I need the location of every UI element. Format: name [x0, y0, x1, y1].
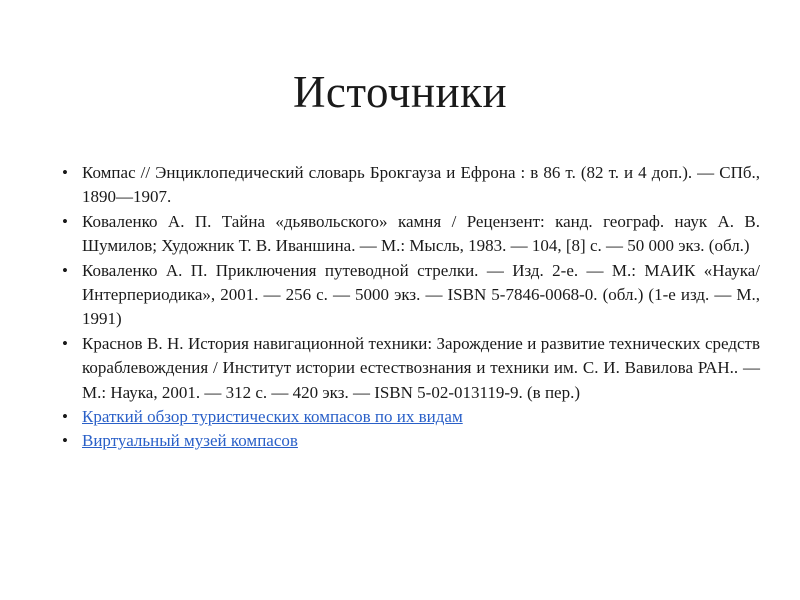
- source-text: Компас // Энциклопедический словарь Брокгауза и Ефрона : в 86 т. (82 т. и 4 доп.). — СПб., 1890—1907.: [82, 163, 760, 207]
- source-item-link-compass-review: [60, 405, 760, 429]
- sources-list: [60, 161, 760, 454]
- link-compass-review[interactable]: Краткий обзор туристических компасов по их видам: [82, 407, 463, 427]
- source-item-kovalenko-arrow: [60, 259, 760, 332]
- source-item-link-virtual-museum: [60, 429, 760, 453]
- link-virtual-museum[interactable]: Виртуальный музей компасов: [82, 431, 298, 451]
- source-item-kovalenko-devil-stone: [60, 210, 760, 259]
- source-text: Коваленко А. П. Приключения путеводной стрелки. — Изд. 2-е. — М.: МАИК «Наука/Интерпериодика», 2001. — 256 с. — 5000 экз. — ISBN 5-7846-0068-0. (обл.) (1-е изд. — М., 1991): [82, 260, 760, 329]
- source-item-krasnov-navigation: [60, 332, 760, 405]
- source-item-kompas-encyclopedia: [60, 161, 760, 210]
- slide-title: Источники: [292, 67, 508, 117]
- source-text: Коваленко А. П. Тайна «дьявольского» камня / Рецензент: канд. географ. наук А. В. Шумилов; Художник Т. В. Иваншина. — М.: Мысль, 1983. — 104, [8] с. — 50 000 экз. (обл.): [82, 211, 760, 256]
- source-text: Краснов В. Н. История навигационной техники: Зарождение и развитие технических средств кораблевождения / Институт истории естествознания и техники им. С. И. Вавилова РАН.. — М.: Наука, 2001. — 312 с. — 420 экз. — ISBN 5-02-013119-9. (в пер.): [82, 333, 760, 402]
